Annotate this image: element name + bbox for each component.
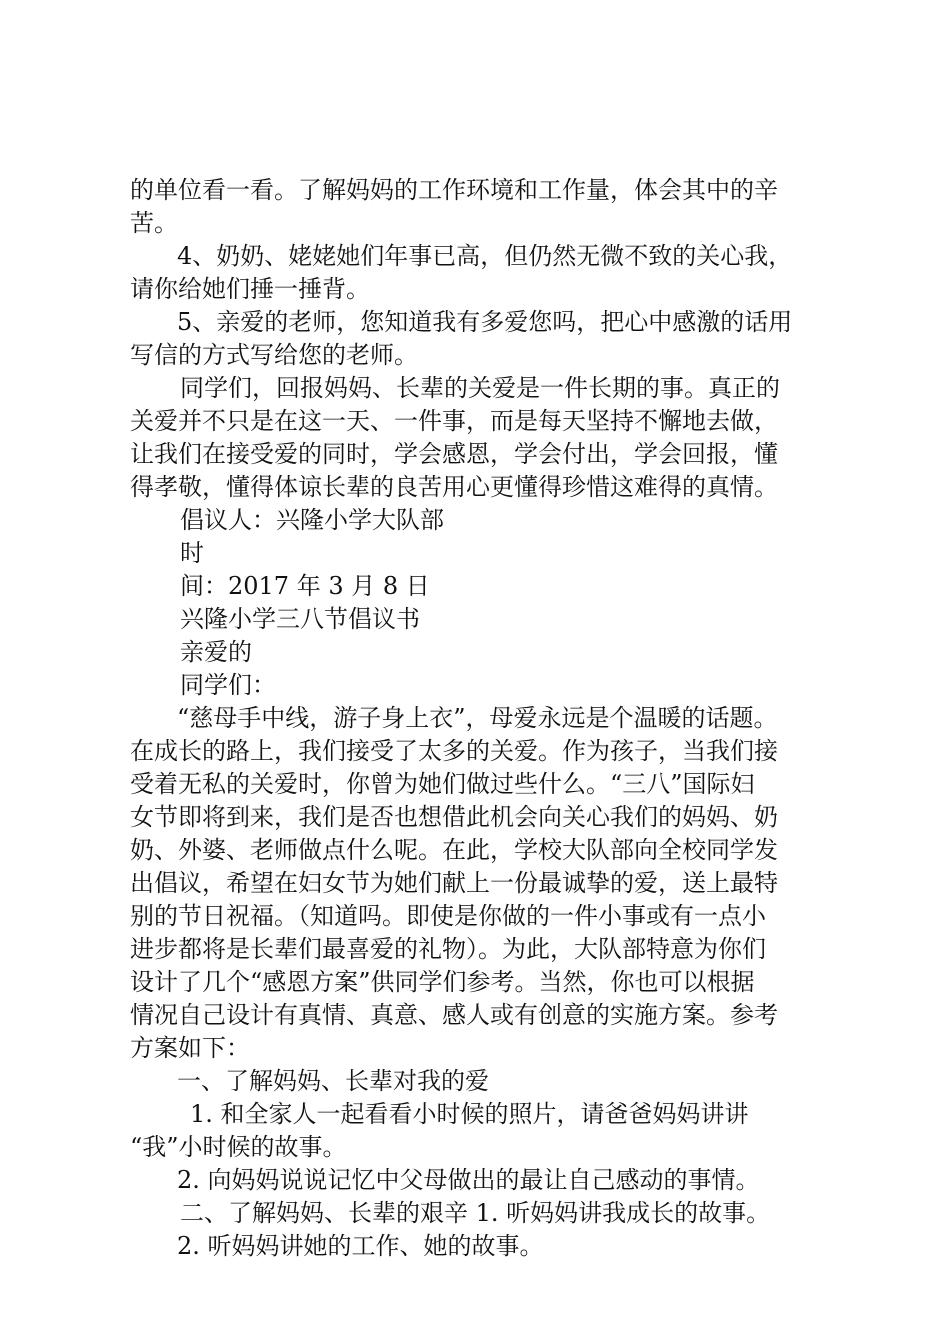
text-line: 别的节日祝福。（知道吗。即使是你做的一件小事或有一点小 — [130, 902, 766, 930]
date-line: 间：2017 年 3 月 8 日 — [180, 572, 430, 600]
text-line: 同学们，回报妈妈、长辈的关爱是一件长期的事。真正的 — [180, 374, 780, 402]
text-line: 设计了几个“感恩方案”供同学们参考。当然，你也可以根据 — [130, 968, 755, 996]
text-line: 在成长的路上，我们接受了太多的关爱。作为孩子，当我们接 — [130, 737, 778, 765]
list-item: 2. 向妈妈说说记忆中父母做出的最让自己感动的事情。 — [177, 1166, 760, 1194]
salutation: 同学们： — [180, 671, 276, 699]
text-line: 奶、外婆、老师做点什么呢。在此，学校大队部向全校同学发 — [130, 836, 778, 864]
signature-line: 倡议人：兴隆小学大队部 — [180, 506, 444, 534]
text-line: “慈母手中线，游子身上衣”，母爱永远是个温暖的话题。 — [177, 704, 778, 732]
text-line: 方案如下： — [130, 1034, 250, 1062]
text-line: 情况自己设计有真情、真意、感人或有创意的实施方案。参考 — [130, 1001, 778, 1029]
text-line: 让我们在接受爱的同时，学会感恩，学会付出，学会回报，懂 — [130, 440, 778, 468]
text-line: 进步都将是长辈们最喜爱的礼物）。为此，大队部特意为你们 — [130, 935, 766, 963]
text-line: 5、亲爱的老师，您知道我有多爱您吗，把心中感激的话用 — [177, 308, 793, 336]
text-line: 出倡议，希望在妇女节为她们献上一份最诚挚的爱，送上最特 — [130, 869, 778, 897]
text-line: 苦。 — [130, 209, 178, 237]
section-heading: 二、了解妈妈、长辈的艰辛 1. 听妈妈讲我成长的故事。 — [180, 1199, 771, 1227]
list-item: “我”小时候的故事。 — [130, 1133, 347, 1161]
date-label: 时 — [180, 539, 204, 567]
text-line: 女节即将到来，我们是否也想借此机会向关心我们的妈妈、奶 — [130, 803, 778, 831]
text-line: 受着无私的关爱时，你曾为她们做过些什么。“三八”国际妇 — [130, 770, 755, 798]
text-line: 请你给她们捶一捶背。 — [130, 275, 370, 303]
section-heading: 一、了解妈妈、长辈对我的爱 — [177, 1067, 489, 1095]
text-line: 写信的方式写给您的老师。 — [130, 341, 418, 369]
text-line: 4、奶奶、姥姥她们年事已高，但仍然无微不致的关心我， — [177, 242, 793, 270]
text-line: 关爱并不只是在这一天、一件事，而是每天坚持不懈地去做， — [130, 407, 778, 435]
list-item: 1. 和全家人一起看看小时候的照片，请爸爸妈妈讲讲 — [190, 1100, 749, 1128]
section-title: 兴隆小学三八节倡议书 — [180, 605, 420, 633]
text-line: 的单位看一看。了解妈妈的工作环境和工作量，体会其中的辛 — [130, 176, 778, 204]
list-item: 2. 听妈妈讲她的工作、她的故事。 — [177, 1232, 544, 1260]
salutation: 亲爱的 — [180, 638, 252, 666]
text-line: 得孝敬，懂得体谅长辈的良苦用心更懂得珍惜这难得的真情。 — [130, 473, 778, 501]
